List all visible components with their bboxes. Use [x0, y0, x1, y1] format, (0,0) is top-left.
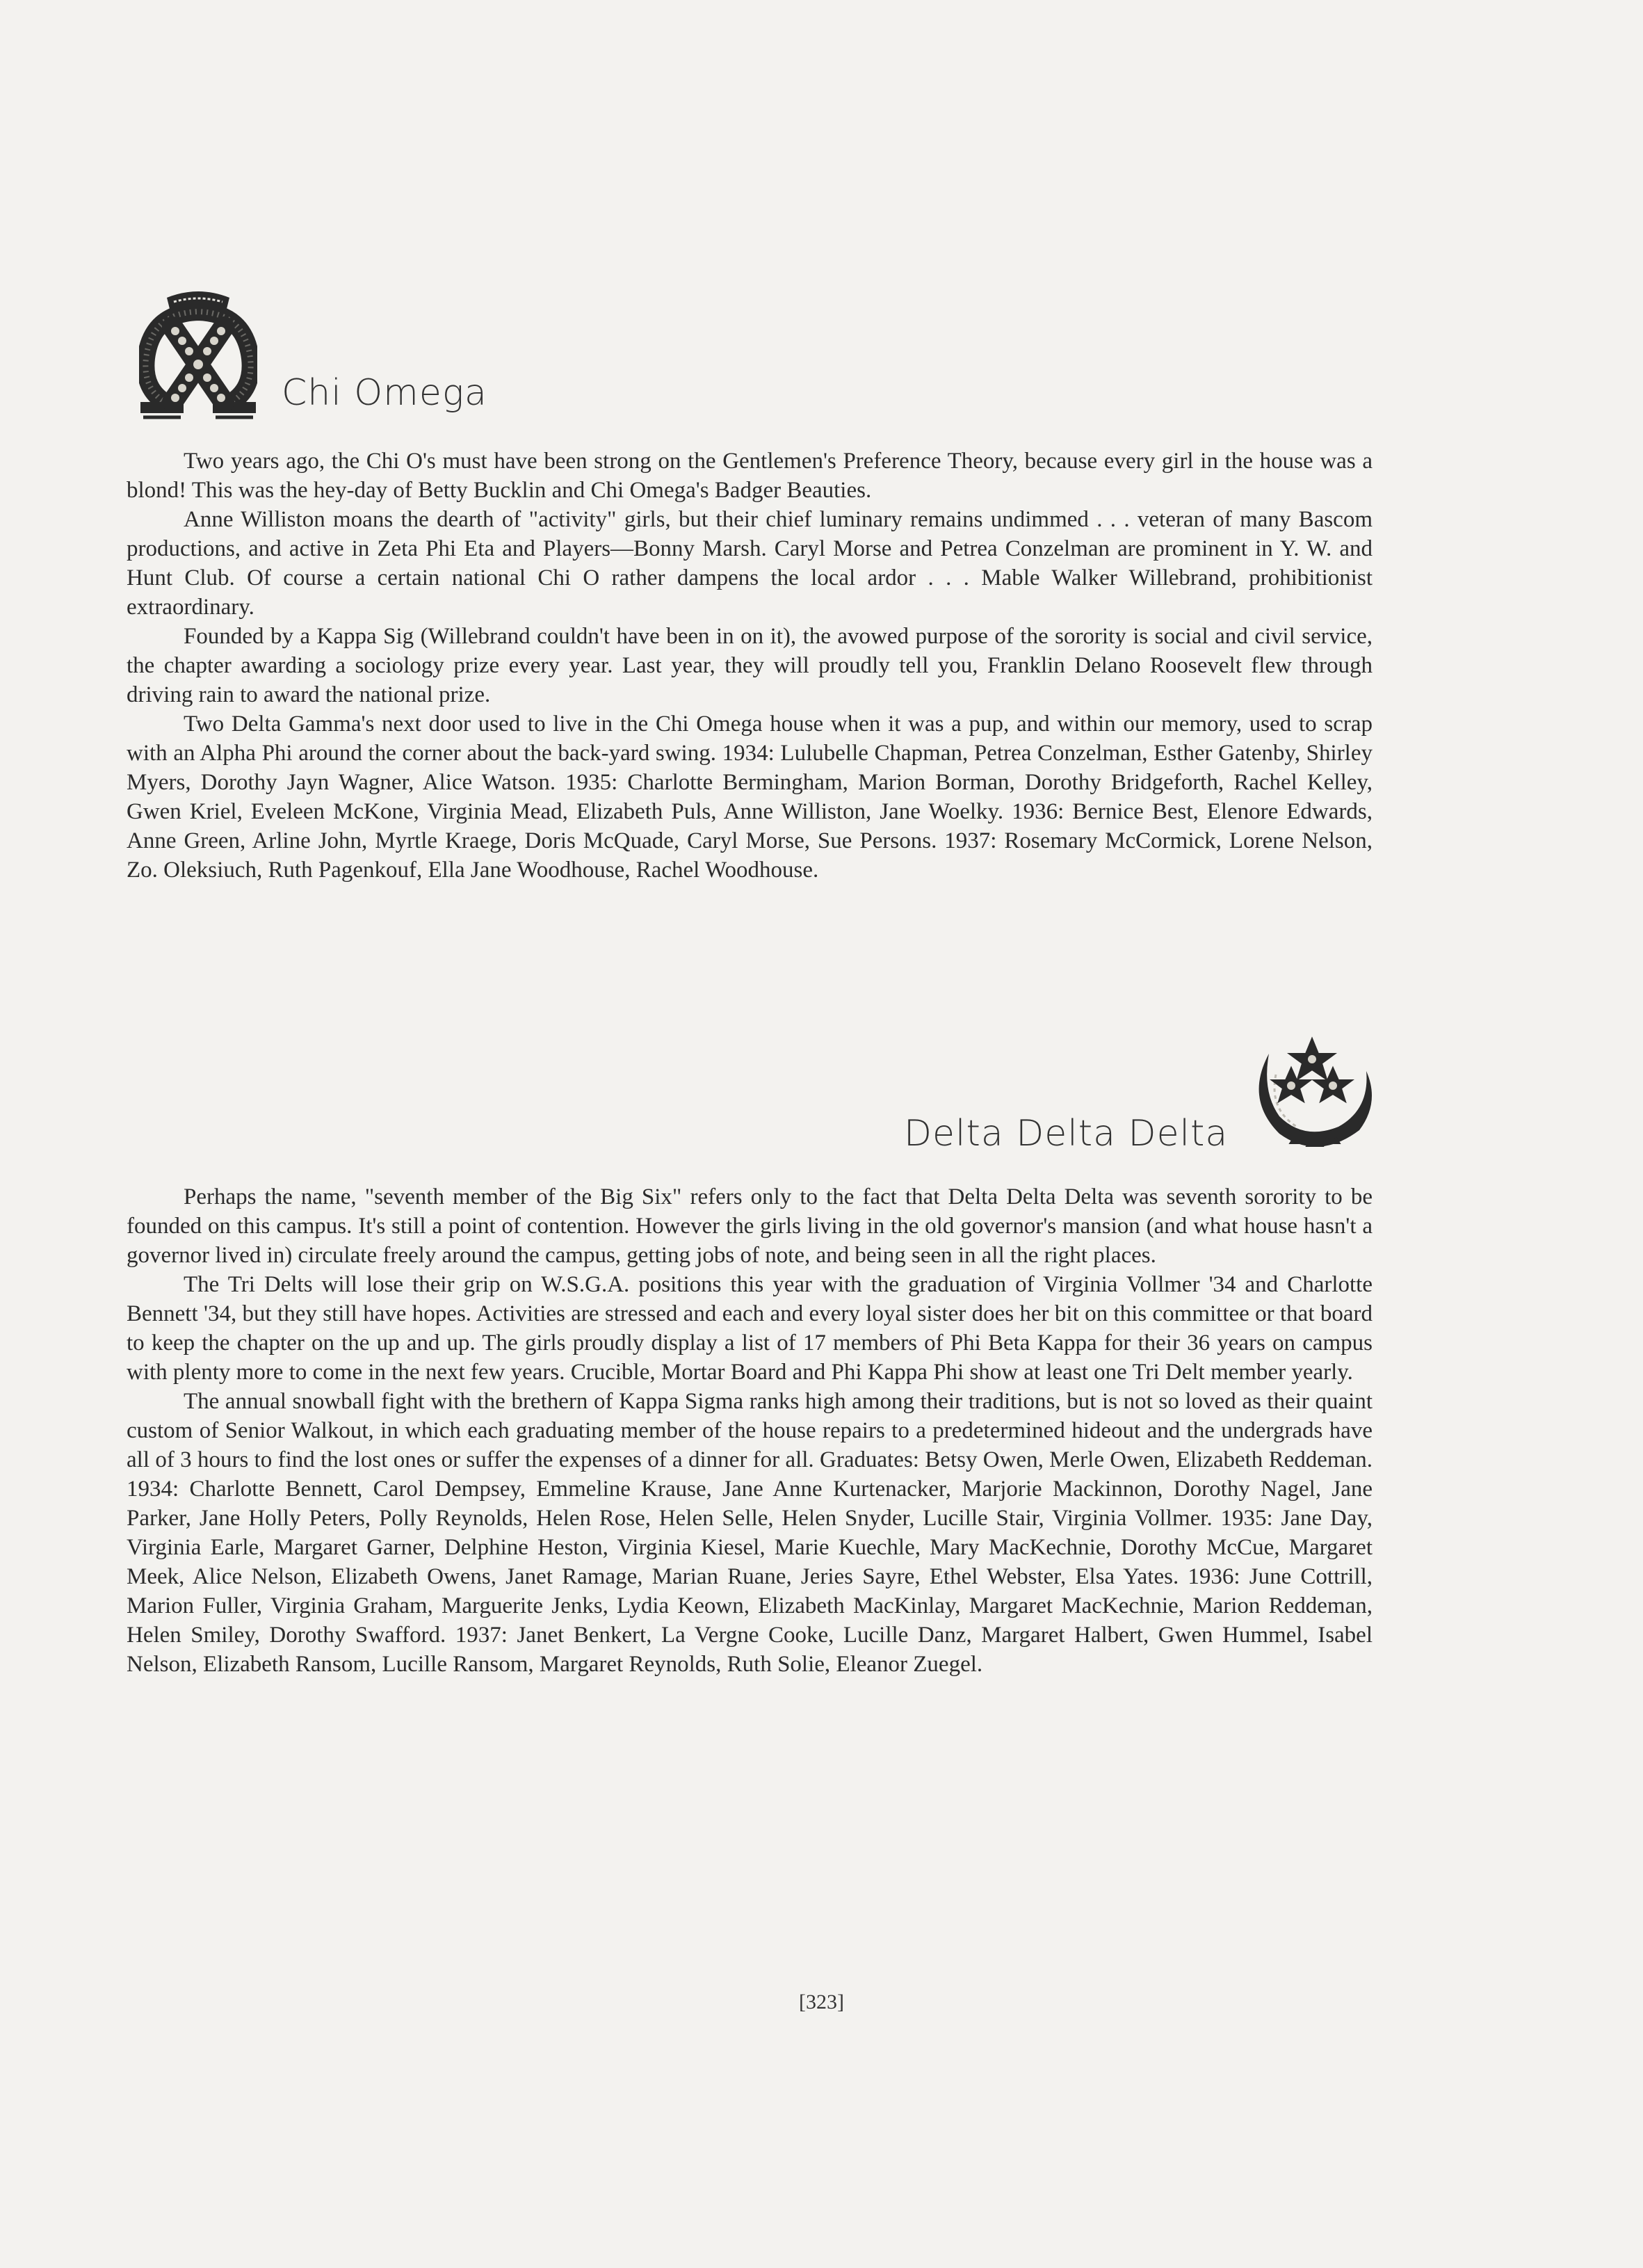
chi-omega-crest-icon [139, 285, 257, 424]
page-number: [323] [799, 1990, 844, 2013]
paragraph: Two Delta Gamma's next door used to live in the Chi Omega house when it was a pup, and within our memory, used to scrap with an Alpha Phi around the corner about the back-yard swing. 1934: Lulubelle Chapman, Petrea Conzelman, Esther Gatenby, Shirley Myers, Dorothy Jayn Wagner, Alice Watson. 1935: Charlotte Bermingham, Marion Borman, Dorothy Bridgeforth, Rachel Kelley, Gwen Kriel, Eveleen McKone, Virginia Mead, Elizabeth Puls, Anne Williston, Jane Woelky. 1936: Bernice Best, Elenore Edwards, Anne Green, Arline John, Myrtle Kraege, Doris McQuade, Caryl Morse, Sue Persons. 1937: Rosemary McCormick, Lorene Nelson, Zo. Oleksiuch, Ruth Pagenkouf, Ella Jane Woodhouse, Rachel Woodhouse. [127, 711, 1373, 883]
paragraph: Perhaps the name, "seventh member of the Big Six" refers only to the fact that Delta Delta Delta was seventh sorority to be founded on this campus. It's still a point of contention. However the girls living in the old governor's mansion (and what house hasn't a governor lived in) circulate freely around the campus, getting jobs of note, and being seen in all the right places. [127, 1184, 1373, 1268]
paragraph: The Tri Delts will lose their grip on W.S.G.A. positions this year with the graduation of Virginia Vollmer '34 and Charlotte Bennett '34, but they still have hopes. Activities are stressed and each and every loyal sister does her bit on this committee or that board to keep the chapter on the up and up. The girls proudly display a list of 17 members of Phi Beta Kappa for their 36 years on campus with plenty more to come in the next few years. Crucible, Mortar Board and Phi Kappa Phi show at least one Tri Delt member yearly. [127, 1272, 1373, 1385]
delta-delta-delta-crest-icon [1248, 1033, 1377, 1155]
paragraph: Founded by a Kappa Sig (Willebrand couldn't have been in on it), the avowed purpose of the sorority is social and civil service, the chapter awarding a sociology prize every year. Last year, they will proudly tell you, Franklin Delano Roosevelt flew through driving rain to award the national prize. [127, 624, 1373, 707]
paragraph: Two years ago, the Chi O's must have been strong on the Gentlemen's Preference Theory, because every girl in the house was a blond! This was the hey-day of Betty Bucklin and Chi Omega's Badger Beauties. [127, 449, 1373, 503]
paragraph: Anne Williston moans the dearth of "activity" girls, but their chief luminary remains undimmed . . . veteran of many Bascom productions, and active in Zeta Phi Eta and Players—Bonny Marsh. Caryl Morse and Petrea Conzelman are prominent in Y. W. and Hunt Club. Of course a certain national Chi O rather dampens the local ardor . . . Mable Walker Willebrand, prohibitionist extraordinary. [127, 507, 1373, 620]
chi-omega-heading: Chi Omega [282, 372, 487, 414]
chi-omega-body [127, 447, 1373, 885]
delta-delta-delta-body [127, 1182, 1373, 1679]
paragraph: The annual snowball fight with the brethern of Kappa Sigma ranks high among their traditions, but is not so loved as their quaint custom of Senior Walkout, in which each graduating member of the house repairs to a predetermined hideout and the undergrads have all of 3 hours to find the lost ones or suffer the expenses of a dinner for all. Graduates: Betsy Owen, Merle Owen, Elizabeth Reddeman. 1934: Charlotte Bennett, Carol Dempsey, Emmeline Krause, Jane Anne Kurtenacker, Marjorie Mackinnon, Dorothy Nagel, Jane Parker, Jane Holly Peters, Polly Reynolds, Helen Rose, Helen Selle, Helen Snyder, Lucille Stair, Virginia Vollmer. 1935: Jane Day, Virginia Earle, Margaret Garner, Delphine Heston, Virginia Kiesel, Marie Kuechle, Mary MacKechnie, Dorothy McCue, Margaret Meek, Alice Nelson, Elizabeth Owens, Janet Ramage, Marian Ruane, Jeries Sayre, Ethel Webster, Elsa Yates. 1936: June Cottrill, Marion Fuller, Virginia Graham, Marguerite Jenks, Lydia Keown, Elizabeth MacKinlay, Margaret MacKechnie, Marion Reddeman, Helen Smiley, Dorothy Swafford. 1937: Janet Benkert, La Vergne Cooke, Lucille Danz, Margaret Halbert, Gwen Hummel, Isabel Nelson, Elizabeth Ransom, Lucille Ransom, Margaret Reynolds, Ruth Solie, Eleanor Zuegel. [127, 1389, 1373, 1677]
delta-delta-delta-heading: Delta Delta Delta [904, 1113, 1229, 1155]
